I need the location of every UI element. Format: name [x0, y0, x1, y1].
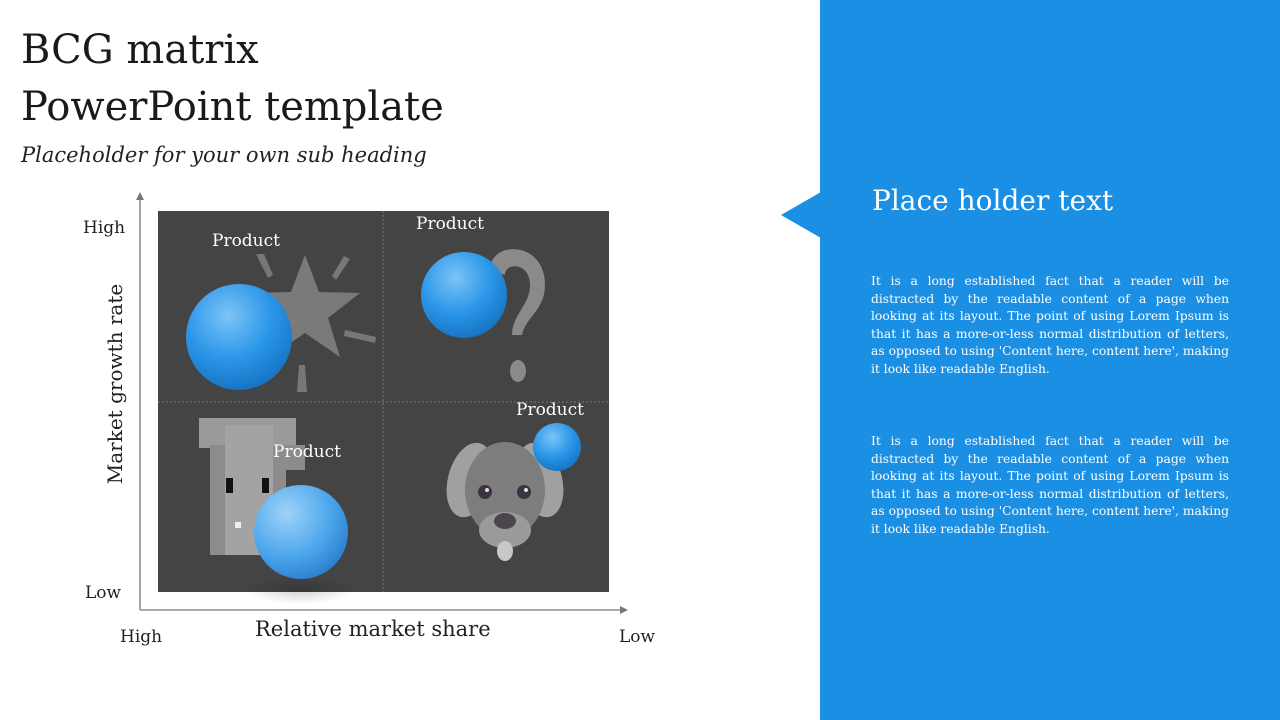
star-product-label: Product	[212, 231, 280, 251]
x-axis	[140, 606, 628, 614]
y-axis-high-label: High	[83, 218, 126, 238]
star-product-bubble	[186, 284, 292, 390]
dog-product-label: Product	[516, 400, 584, 420]
y-axis-low-label: Low	[85, 583, 122, 603]
panel-heading: Place holder text	[872, 184, 1114, 217]
y-axis	[136, 192, 144, 610]
x-axis-low-label: Low	[619, 627, 656, 647]
cow-product-label: Product	[273, 442, 341, 462]
dog-product-bubble	[533, 423, 581, 471]
x-axis-title: Relative market share	[255, 617, 491, 641]
title-line-1: BCG matrix	[21, 27, 259, 73]
cow-product-bubble	[254, 485, 348, 579]
panel-paragraph-1: It is a long established fact that a reader will be distracted by the readable content of a page when looking at its layout. The point of using Lorem Ipsum is that it has a more-or-less normal distribution of letters, as opposed to using 'Content here, content here', making it look like readable English.	[871, 274, 1229, 376]
panel-paragraph-2: It is a long established fact that a reader will be distracted by the readable content of a page when looking at its layout. The point of using Lorem Ipsum is that it has a more-or-less normal distribution of letters, as opposed to using 'Content here, content here', making it look like readable English.	[871, 434, 1229, 536]
question-product-label: Product	[416, 214, 484, 234]
y-axis-title: Market growth rate	[103, 283, 127, 485]
title-line-2: PowerPoint template	[21, 84, 444, 130]
panel-pointer	[781, 192, 821, 238]
cow-bubble-shadow	[245, 576, 355, 604]
question-product-bubble	[421, 252, 507, 338]
x-axis-high-label: High	[120, 627, 163, 647]
page-subtitle: Placeholder for your own sub heading	[21, 143, 427, 167]
